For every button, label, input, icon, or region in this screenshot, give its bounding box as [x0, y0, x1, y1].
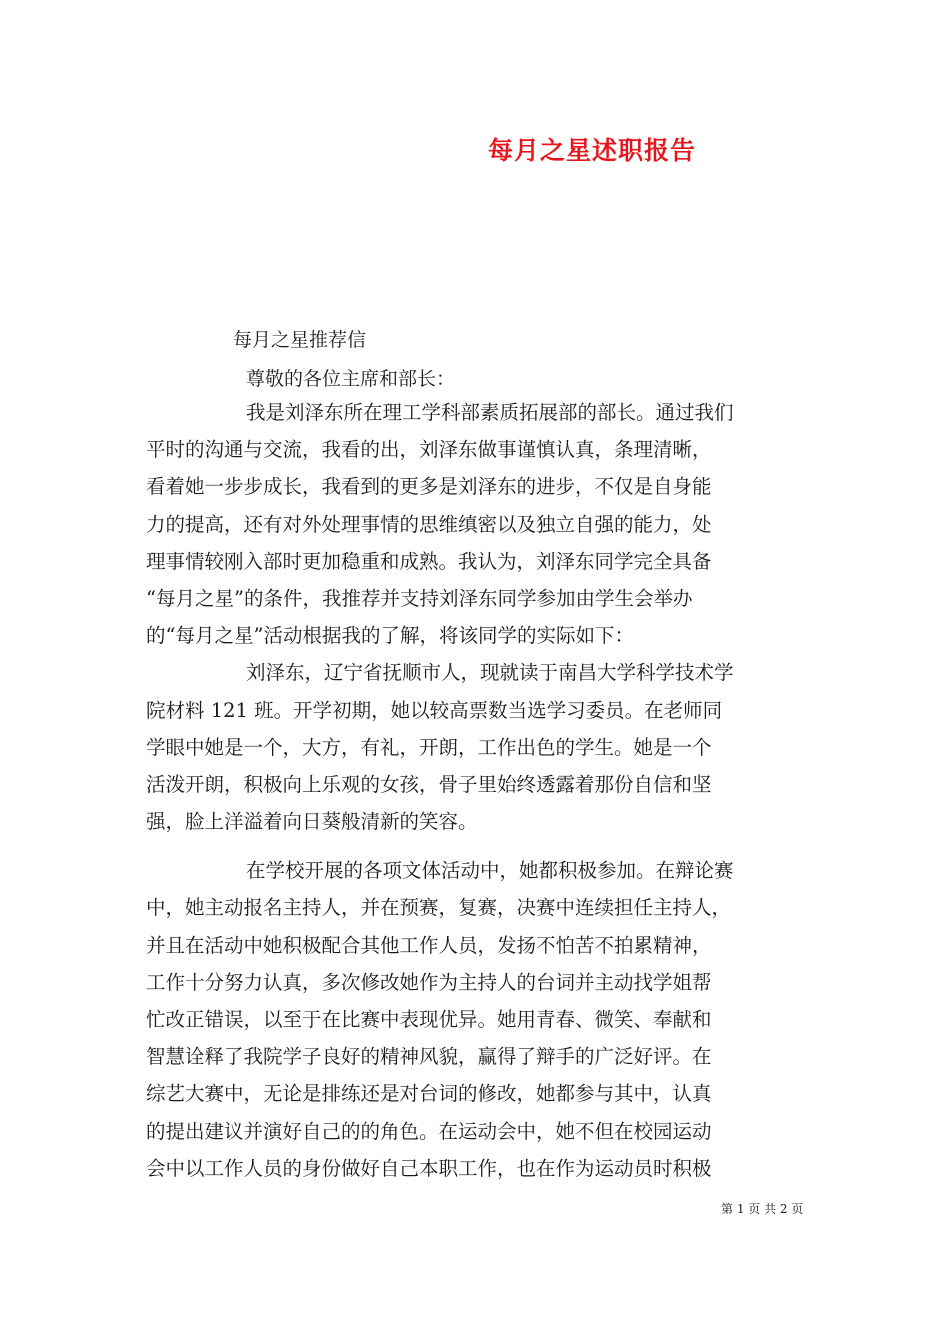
page-number-footer: 第 1 页 共 2 页 [721, 1202, 804, 1216]
text-line: 并且在活动中她积极配合其他工作人员，发扬不怕苦不拍累精神， [146, 933, 712, 957]
text-line: 智慧诠释了我院学子良好的精神风貌，赢得了辩手的广泛好评。在 [146, 1045, 712, 1069]
text-line: 我是刘泽东所在理工学科部素质拓展部的部长。通过我们 [246, 401, 734, 424]
letter-body [146, 394, 826, 1187]
paragraph-2 [146, 654, 826, 840]
text-line: 力的提高，还有对外处理事情的思维缜密以及独立自强的能力，处 [146, 512, 712, 536]
text-line: 活泼开朗，积极向上乐观的女孩，骨子里始终透露着那份自信和坚 [146, 772, 712, 796]
text-line: 会中以工作人员的身份做好自己本职工作，也在作为运动员时积极 [146, 1156, 712, 1180]
paragraph-3 [146, 852, 826, 1187]
paragraph-1 [146, 394, 826, 654]
document-title: 每月之星述职报告 [488, 136, 697, 165]
salutation: 尊敬的各位主席和部长： [246, 368, 456, 390]
text-line: 中，她主动报名主持人，并在预赛，复赛，决赛中连续担任主持人， [146, 896, 732, 920]
text-line: 忙改正错误，以至于在比赛中表现优异。她用青春、微笑、奉献和 [146, 1008, 712, 1031]
text-line: 的提出建议并演好自己的的角色。在运动会中，她不但在校园运动 [146, 1119, 712, 1143]
text-line: 工作十分努力认真，多次修改她作为主持人的台词并主动找学姐帮 [146, 970, 712, 994]
text-line: 理事情较刚入部时更加稳重和成熟。我认为，刘泽东同学完全具备 [146, 549, 712, 573]
text-line: “每月之星”的条件，我推荐并支持刘泽东同学参加由学生会举办 [146, 586, 693, 610]
text-line: 看着她一步步成长，我看到的更多是刘泽东的进步，不仅是自身能 [146, 475, 712, 499]
text-line: 刘泽东，辽宁省抚顺市人，现就读于南昌大学科学技术学 [246, 661, 734, 685]
text-line: 综艺大赛中，无论是排练还是对台词的修改，她都参与其中，认真 [146, 1082, 712, 1106]
text-line: 在学校开展的各项文体活动中，她都积极参加。在辩论赛 [246, 859, 734, 883]
letter-heading: 每月之星推荐信 [233, 329, 367, 351]
text-line: 学眼中她是一个，大方，有礼，开朗，工作出色的学生。她是一个 [146, 735, 712, 759]
text-line: 强，脸上洋溢着向日葵般清新的笑容。 [146, 810, 478, 834]
text-line: 平时的沟通与交流，我看的出，刘泽东做事谨慎认真，条理清晰， [146, 438, 712, 462]
text-line: 院材料 121 班。开学初期，她以较高票数当选学习委员。在老师同 [146, 698, 723, 722]
text-line: 的“每月之星”活动根据我的了解，将该同学的实际如下： [146, 624, 634, 648]
